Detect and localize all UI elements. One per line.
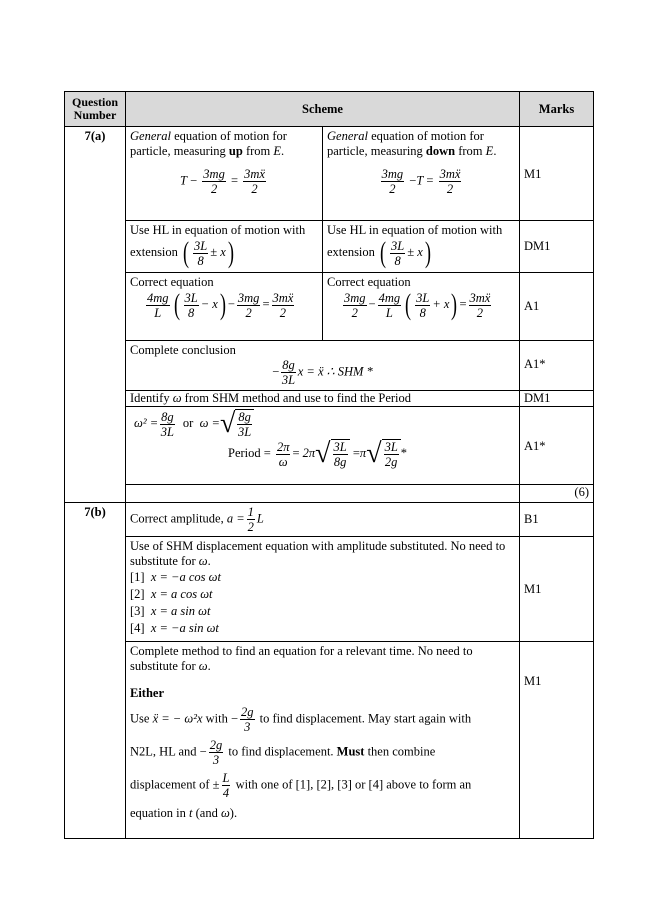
correct-amplitude: Correct amplitude, a = $\frac{1}{2}$ L bbox=[126, 503, 520, 537]
shm-displacement-equation: Use of SHM displacement equation with amplitude substituted. No need to substitute for ω. [1] x = −a cos ωt [2] x = a cos ωt [3] x = a sin ωt [4] x = −a sin ωt bbox=[126, 537, 520, 642]
hookes-law-up: Use HL in equation of motion with extension ( $\frac{3L}{8}$ ± x) bbox=[126, 221, 323, 273]
correct-equation-up: Correct equation $\frac{4mg}{L}$ ( $\frac{3L}{8}$ − x) − $\frac{3mg}{2}$ = $\frac{\text{3mẍ}}{2}$ bbox=[126, 273, 323, 341]
mark-a1-star-period: A1* bbox=[520, 407, 594, 485]
correct-equation-down: Correct equation $\frac{3mg}{2}$ − $\frac{4mg}{L}$ ( $\frac{3L}{8}$ + x) = $\frac{\text{3mẍ}}{2}$ bbox=[323, 273, 520, 341]
mark-m1: M1 bbox=[520, 127, 594, 221]
blank-cell bbox=[126, 485, 520, 503]
complete-method-time: Complete method to find an equation for a relevant time. No need to substitute for ω. Either Use ẍ = − ω²x with − $\frac{2g}{3}$ to find displacement. May start again with N2L, HL and − $\frac{2g}{3}$ to find displacement. Must then combine displacement of ± $\frac{L}{4}$ with one of [1], [2], [3] or [4] above to form an equation in t (and ω). bbox=[126, 642, 520, 839]
equation-of-motion-up: General equation of motion for particle, measuring up from E. T − $\frac{3mg}{2}$ = $\frac{\text{3mẍ}}{2}$ bbox=[126, 127, 323, 221]
question-7a-label: 7(a) bbox=[65, 127, 126, 503]
header-scheme: Scheme bbox=[126, 92, 520, 127]
mark-scheme-table bbox=[64, 91, 594, 839]
mark-dm1-period: DM1 bbox=[520, 391, 594, 407]
header-question-number: Question Number bbox=[65, 92, 126, 127]
mark-a1-star: A1* bbox=[520, 341, 594, 391]
question-7b-label: 7(b) bbox=[65, 503, 126, 839]
mark-dm1: DM1 bbox=[520, 221, 594, 273]
identify-omega: Identify ω from SHM method and use to find the Period bbox=[126, 391, 520, 407]
mark-b1: B1 bbox=[520, 503, 594, 537]
mark-a1: A1 bbox=[520, 273, 594, 341]
header-marks: Marks bbox=[520, 92, 594, 127]
equation-of-motion-down: General equation of motion for particle, measuring down from E. $\frac{3mg}{2}$ −T = $\frac{\text{3mẍ}}{2}$ bbox=[323, 127, 520, 221]
list-item: [1] x = −a cos ωt bbox=[130, 570, 221, 584]
total-marks-7a: (6) bbox=[520, 485, 594, 503]
list-item: [2] x = a cos ωt bbox=[130, 587, 213, 601]
complete-conclusion: Complete conclusion − $\frac{8g}{3L}$ x = ẍ ∴ SHM * bbox=[126, 341, 520, 391]
hookes-law-down: Use HL in equation of motion with extension ( $\frac{3L}{8}$ ± x) bbox=[323, 221, 520, 273]
period-working: ω² = $\frac{8g}{3L}$ or ω = √ $\frac{8g}{3L}$ Period = $\frac{2\pi}{\omega}$ = 2π √ $\frac{3L}{8g}$ =π √ $\frac{3L}{2g}$ * bbox=[126, 407, 520, 485]
list-item: [3] x = a sin ωt bbox=[130, 604, 211, 618]
mark-m1-time: M1 bbox=[520, 642, 594, 839]
list-item: [4] x = −a sin ωt bbox=[130, 621, 219, 635]
mark-m1-displacement: M1 bbox=[520, 537, 594, 642]
